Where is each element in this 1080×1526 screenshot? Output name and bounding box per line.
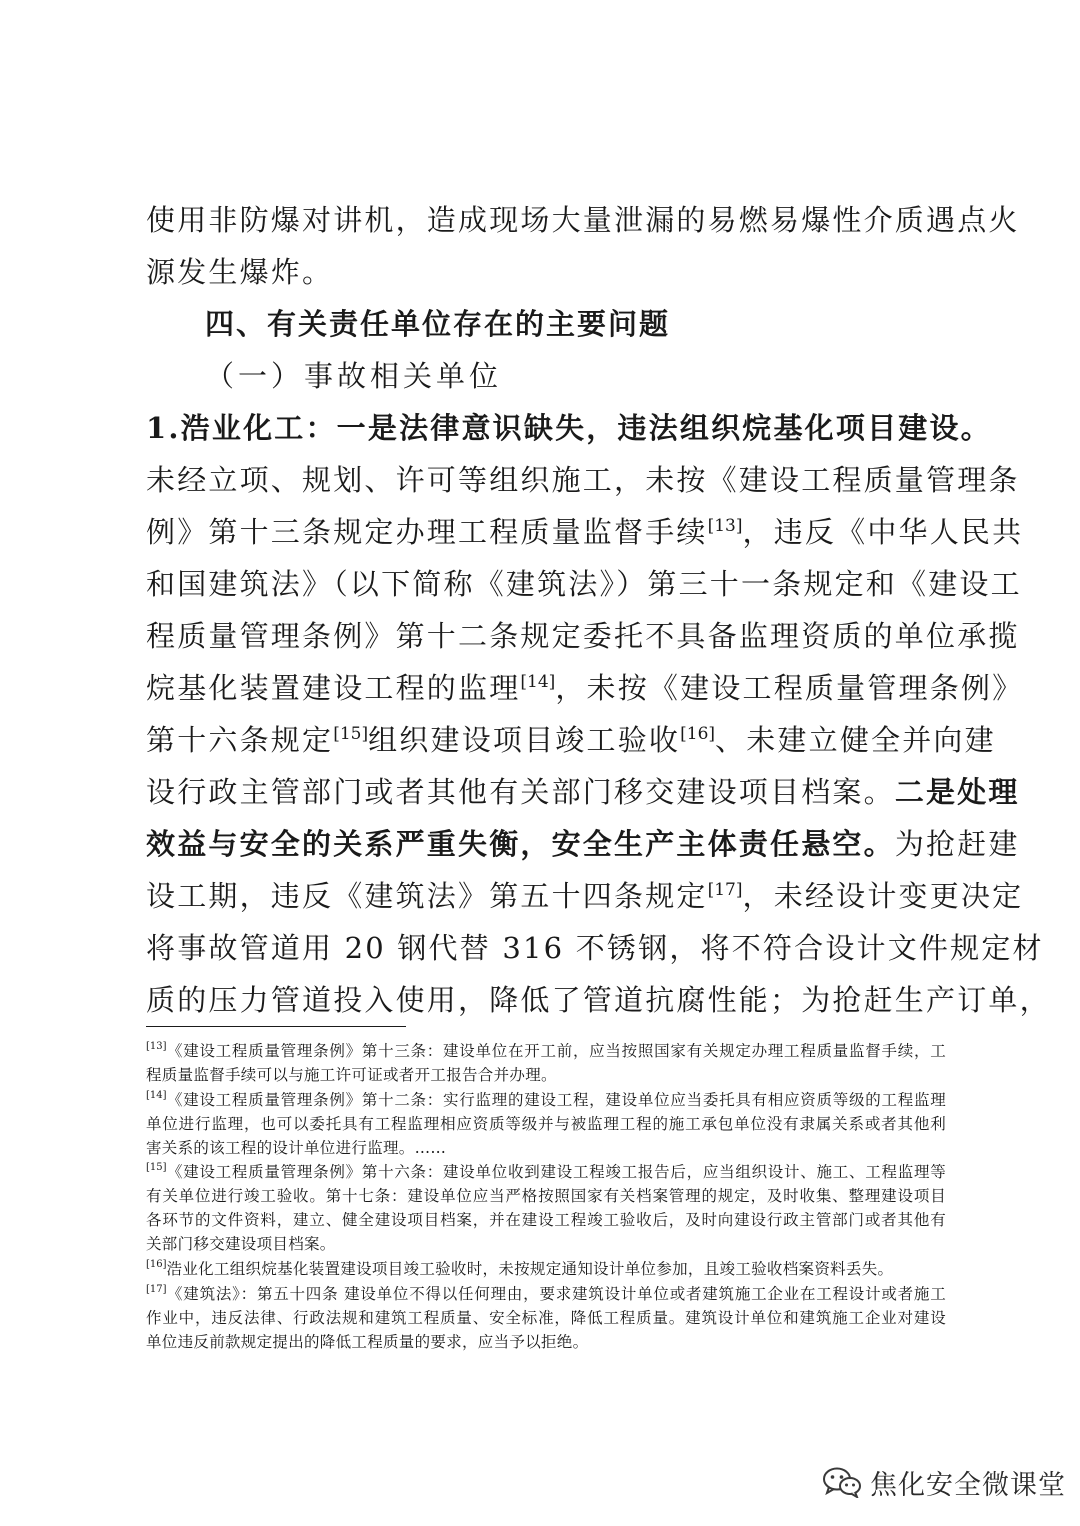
body-line: 质的压力管道投入使用，降低了管道抗腐性能；为抢赶生产订单， xyxy=(146,983,1051,1017)
footnote-line xyxy=(146,1038,946,1064)
footnote-ref[interactable]: [15] xyxy=(333,724,369,744)
text-run: 为抢赶建 xyxy=(894,827,1020,861)
text-run: 设行政主管部门或者其他有关部门移交建设项目档案。 xyxy=(146,775,895,809)
footnote-marker: [16] xyxy=(146,1259,167,1270)
footnote-line: 单位进行监理，也可以委托具有工程监理相应资质等级并与被监理工程的施工承包单位没有隶属关系或者其他利 xyxy=(146,1115,946,1133)
text-run: ，未按《建设工程质量管理条例》 xyxy=(555,671,1024,705)
footnote-marker: [13] xyxy=(146,1041,167,1052)
body-line xyxy=(146,662,1024,714)
wechat-icon xyxy=(822,1466,862,1498)
footnote-line: 害关系的该工程的设计单位进行监理。…… xyxy=(146,1139,447,1157)
footnote-line: 单位违反前款规定提出的降低工程质量的要求，应当予以拒绝。 xyxy=(146,1333,589,1351)
footnote-line xyxy=(146,1281,946,1307)
footnote-text: 浩业化工组织烷基化装置建设项目竣工验收时，未按规定通知设计单位参加，且竣工验收档案资料丢失。 xyxy=(166,1260,894,1278)
body-line xyxy=(146,766,1020,818)
body-line: 使用非防爆对讲机，造成现场大量泄漏的易燃易爆性介质遇点火 xyxy=(146,203,1020,237)
body-line xyxy=(146,714,996,766)
footnote-line xyxy=(146,1087,946,1113)
bold-run: 二是处理 xyxy=(894,775,1020,809)
body-line: 未经立项、规划、许可等组织施工，未按《建设工程质量管理条 xyxy=(146,463,1020,497)
body-line: 源发生爆炸。 xyxy=(146,255,334,289)
watermark xyxy=(822,1462,1066,1502)
footnote-marker: [17] xyxy=(146,1284,167,1295)
footnote-text: 《建设工程质量管理条例》第十二条：实行监理的建设工程，建设单位应当委托具有相应资质等级的工程监理 xyxy=(166,1091,946,1109)
text-run: 设工期，违反《建筑法》第五十四条规定 xyxy=(146,879,708,913)
text-run: 例》第十三条规定办理工程质量监督手续 xyxy=(146,515,708,549)
section-heading: 四、有关责任单位存在的主要问题 xyxy=(205,307,671,341)
text-run: 、未建立健全并向建 xyxy=(715,723,996,757)
footnote-ref[interactable]: [13] xyxy=(707,516,743,536)
watermark-text: 焦化安全微课堂 xyxy=(870,1469,1066,1501)
text-run: 组织建设项目竣工验收 xyxy=(368,723,681,757)
subsection-heading: （一）事故相关单位 xyxy=(205,359,503,393)
body-line: 程质量管理条例》第十二条规定委托不具备监理资质的单位承揽 xyxy=(146,619,1020,653)
body-line: 1.浩业化工：一是法律意识缺失，违法组织烷基化项目建设。 xyxy=(146,411,992,445)
body-line xyxy=(146,506,1024,558)
bold-run: 效益与安全的关系严重失衡，安全生产主体责任悬空。 xyxy=(146,827,895,861)
footnote-marker: [15] xyxy=(146,1162,167,1173)
text-run: ，违反《中华人民共 xyxy=(742,515,1024,549)
body-line: 将事故管道用 20 钢代替 316 不锈钢，将不符合设计文件规定材 xyxy=(146,931,1044,965)
footnote-text: 《建设工程质量管理条例》第十三条：建设单位在开工前，应当按照国家有关规定办理工程质量监督手续，工 xyxy=(166,1042,946,1060)
footnote-line: 关部门移交建设项目档案。 xyxy=(146,1235,336,1253)
text-run: 第十六条规定 xyxy=(146,723,334,757)
footnote-line: 程质量监督手续可以与施工许可证或者开工报告合并办理。 xyxy=(146,1066,557,1084)
footnote-line: 作业中，违反法律、行政法规和建筑工程质量、安全标准，降低工程质量。建筑设计单位和建筑施工企业对建设 xyxy=(146,1309,946,1327)
footnote-ref[interactable]: [17] xyxy=(707,880,743,900)
footnote-line xyxy=(146,1159,946,1185)
text-run: 烷基化装置建设工程的监理 xyxy=(146,671,521,705)
footnote-line: 有关单位进行竣工验收。第十七条：建设单位应当严格按照国家有关档案管理的规定，及时收集、整理建设项目 xyxy=(146,1187,946,1205)
footnote-ref[interactable]: [16] xyxy=(680,724,716,744)
body-line: 和国建筑法》（以下简称《建筑法》）第三十一条规定和《建设工 xyxy=(146,567,1022,601)
footnote-marker: [14] xyxy=(146,1090,167,1101)
text-run: ，未经设计变更决定 xyxy=(742,879,1024,913)
footnote-text: 《建设工程质量管理条例》第十六条：建设单位收到建设工程竣工报告后，应当组织设计、施工、工程监理等 xyxy=(166,1163,946,1181)
footnote-ref[interactable]: [14] xyxy=(520,672,556,692)
footnote-line: 各环节的文件资料，建立、健全建设项目档案，并在建设工程竣工验收后，及时向建设行政主管部门或者其他有 xyxy=(146,1211,946,1229)
footnote-divider xyxy=(146,1026,406,1027)
body-line xyxy=(146,870,1024,922)
footnote-text: 《建筑法》：第五十四条 建设单位不得以任何理由，要求建筑设计单位或者建筑施工企业在工程设计或者施工 xyxy=(166,1285,946,1303)
body-line xyxy=(146,818,1020,870)
footnote-line xyxy=(146,1256,946,1282)
